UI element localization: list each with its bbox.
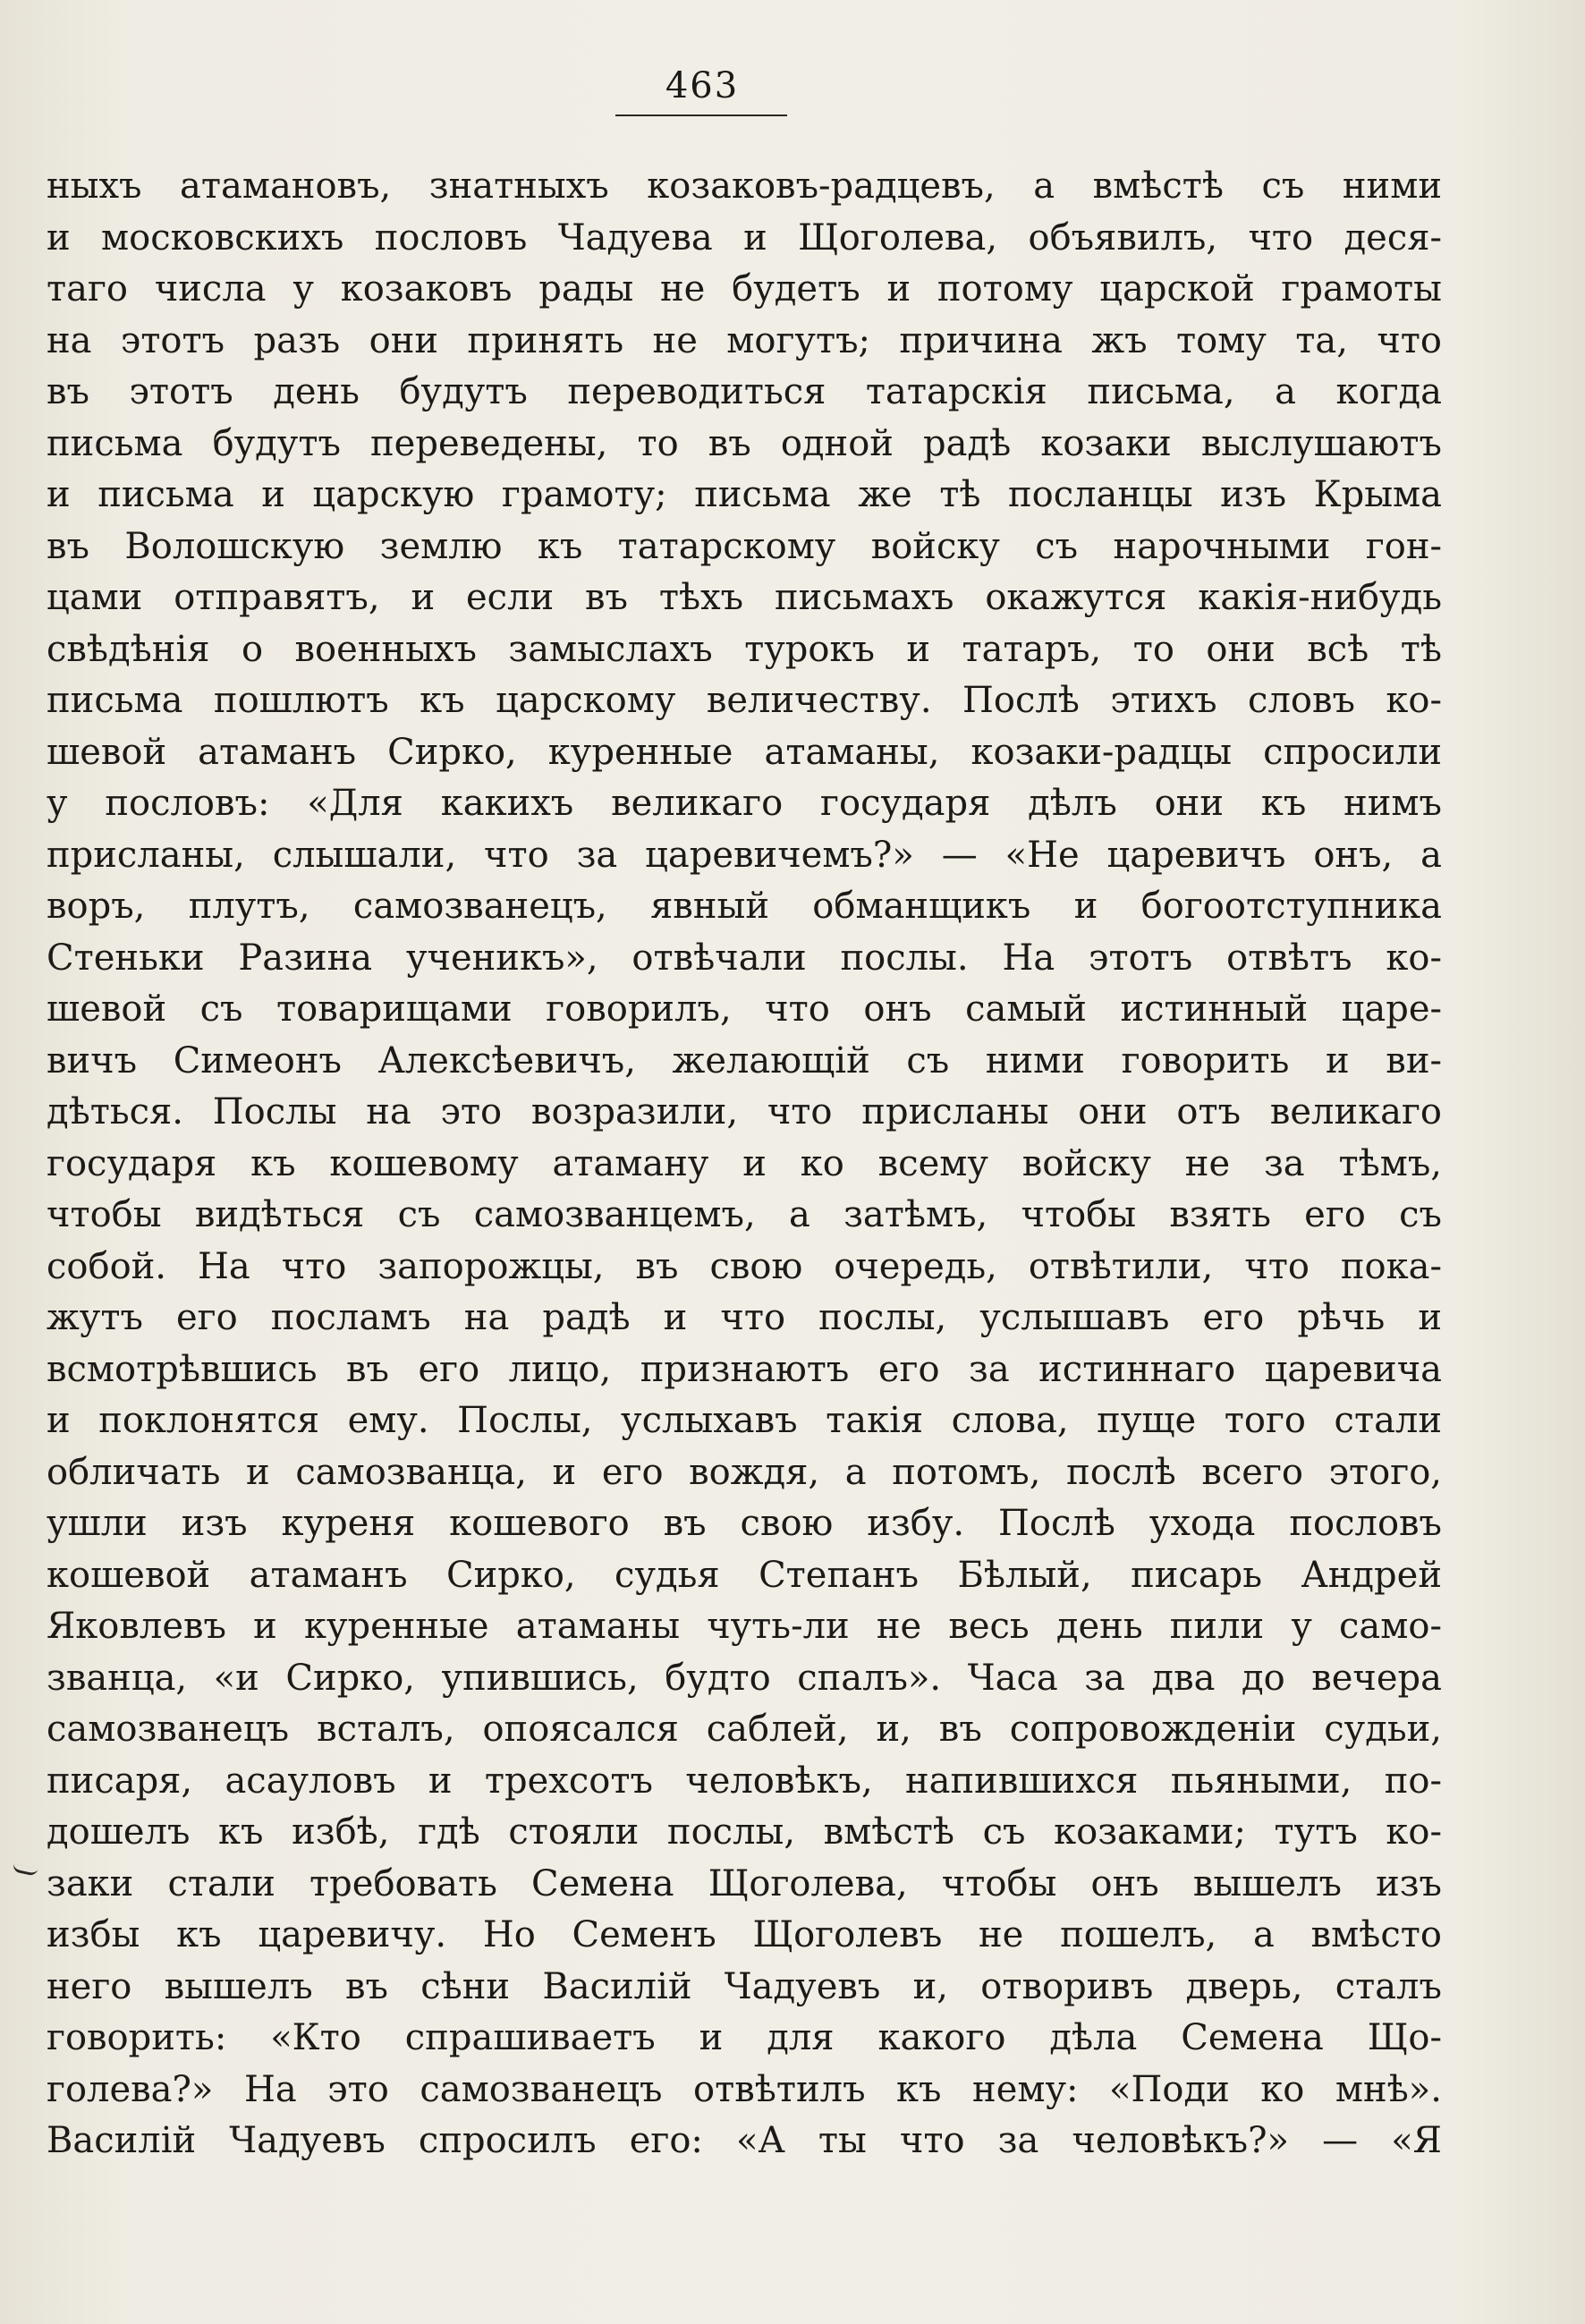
text-line: присланы, слышали, что за царевичемъ?» — «Не царевичъ онъ, а: [47, 834, 1442, 876]
text-line: воръ, плутъ, самозванецъ, явный обманщикъ и богоотступника: [47, 886, 1442, 927]
text-line: письма пошлютъ къ царскому величеству. Послѣ этихъ словъ ко-: [47, 680, 1442, 721]
text-line: въ Волошскую землю къ татарскому войску съ нарочными гон-: [47, 525, 1442, 567]
text-line: говорить: «Кто спрашиваетъ и для какого дѣла Семена Що-: [47, 2017, 1442, 2058]
text-line: въ этотъ день будутъ переводиться татарскія письма, а когда: [47, 371, 1442, 412]
text-line: у пословъ: «Для какихъ великаго государя дѣлъ они къ нимъ: [47, 783, 1442, 824]
text-line: Стеньки Разина ученикъ», отвѣчали послы. На этотъ отвѣтъ ко-: [47, 937, 1442, 979]
text-line: Василій Чадуевъ спросилъ его: «А ты что за человѣкъ?» — «Я: [47, 2120, 1442, 2161]
text-line: шевой атаманъ Сирко, куренные атаманы, козаки-радцы спросили: [47, 731, 1442, 773]
text-line: него вышелъ въ сѣни Василій Чадуевъ и, отворивъ дверь, сталъ: [47, 1965, 1442, 2007]
text-line: ушли изъ куреня кошевого въ свою избу. Послѣ ухода пословъ: [47, 1503, 1442, 1544]
text-line: свѣдѣнія о военныхъ замыслахъ турокъ и татаръ, то они всѣ тѣ: [47, 628, 1442, 670]
text-line: писаря, асауловъ и трехсотъ человѣкъ, напившихся пьяными, по-: [47, 1760, 1442, 1802]
text-line: цами отправятъ, и если въ тѣхъ письмахъ окажутся какія-нибудь: [47, 577, 1442, 618]
text-line: и московскихъ пословъ Чадуева и Щоголева, объявилъ, что деся-: [47, 216, 1442, 259]
page-number: 463: [665, 65, 740, 106]
page-number-rule: [615, 115, 787, 116]
text-line: на этотъ разъ они принять не могутъ; причина жъ тому та, что: [47, 319, 1442, 361]
text-line: избы къ царевичу. Но Семенъ Щоголевъ не пошелъ, а вмѣсто: [47, 1914, 1442, 1955]
text-line: кошевой атаманъ Сирко, судья Степанъ Бѣлый, писарь Андрей: [47, 1554, 1442, 1596]
text-line: шевой съ товарищами говорилъ, что онъ самый истинный царе-: [47, 988, 1442, 1030]
text-line: вичъ Симеонъ Алексѣевичъ, желающій съ ними говорить и ви-: [47, 1039, 1442, 1081]
text-line: званца, «и Сирко, упившись, будто спалъ». Часа за два до вечера: [47, 1657, 1442, 1699]
text-line: дѣться. Послы на это возразили, что присланы они отъ великаго: [47, 1091, 1442, 1132]
body-text: [47, 161, 1442, 2167]
text-line: чтобы видѣться съ самозванцемъ, а затѣмъ, чтобы взять его съ: [47, 1194, 1442, 1235]
text-line: Яковлевъ и куренные атаманы чуть-ли не весь день пили у само-: [47, 1606, 1442, 1647]
text-line: и письма и царскую грамоту; письма же тѣ посланцы изъ Крыма: [47, 474, 1442, 515]
text-line: обличать и самозванца, и его вождя, а потомъ, послѣ всего этого,: [47, 1451, 1442, 1493]
text-line: таго числа у козаковъ рады не будетъ и потому царской грамоты: [47, 268, 1442, 310]
text-line: ныхъ атамановъ, знатныхъ козаковъ-радцевъ, а вмѣстѣ съ ними: [47, 165, 1442, 207]
text-line: государя къ кошевому атаману и ко всему войску не за тѣмъ,: [47, 1142, 1442, 1184]
text-line: собой. На что запорожцы, въ свою очередь, отвѣтили, что пока-: [47, 1245, 1442, 1287]
margin-pencil-mark: [12, 1863, 38, 1877]
text-line: заки стали требовать Семена Щоголева, чтобы онъ вышелъ изъ: [47, 1862, 1442, 1904]
text-line: всмотрѣвшись въ его лицо, признаютъ его за истиннаго царевича: [47, 1348, 1442, 1390]
text-line: и поклонятся ему. Послы, услыхавъ такія слова, пуще того стали: [47, 1400, 1442, 1441]
text-line: дошелъ къ избѣ, гдѣ стояли послы, вмѣстѣ съ козаками; тутъ ко-: [47, 1811, 1442, 1853]
text-line: жутъ его посламъ на радѣ и что послы, услышавъ его рѣчь и: [47, 1297, 1442, 1338]
text-line: самозванецъ всталъ, опоясался саблей, и, въ сопровожденіи судьи,: [47, 1709, 1442, 1750]
text-line: голева?» На это самозванецъ отвѣтилъ къ нему: «Поди ко мнѣ».: [47, 2068, 1442, 2110]
text-line: письма будутъ переведены, то въ одной радѣ козаки выслушаютъ: [47, 422, 1442, 464]
